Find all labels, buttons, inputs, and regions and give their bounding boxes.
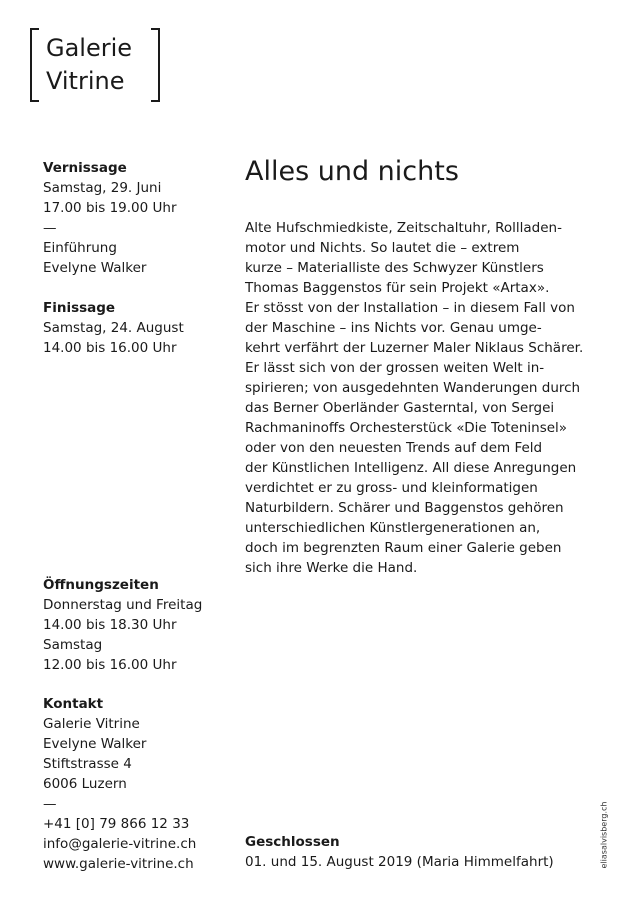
designer-credit — [599, 790, 609, 880]
body-line: unterschiedlichen Künstlergenerationen an, — [245, 520, 541, 536]
contact-heading: Kontakt — [43, 696, 104, 712]
body-line: der Künstlichen Intelligenz. All diese Anregungen — [245, 460, 577, 476]
body-line: Er stösst von der Installation – in diesem Fall von — [245, 300, 575, 316]
vernissage-dash: — — [43, 220, 57, 236]
vernissage-time: 17.00 bis 19.00 Uhr — [43, 200, 177, 216]
opening-hours-block — [43, 575, 202, 675]
body-line: der Maschine – ins Nichts vor. Genau umge- — [245, 320, 542, 336]
contact-line: 6006 Luzern — [43, 776, 127, 792]
finissage-date: Samstag, 24. August — [43, 320, 184, 336]
hours-line: Samstag — [43, 637, 103, 653]
logo-line-1: Galerie — [46, 34, 133, 62]
hours-line: Donnerstag und Freitag — [43, 597, 203, 613]
contact-line: Galerie Vitrine — [43, 716, 140, 732]
opening-hours-heading: Öffnungszeiten — [43, 577, 159, 593]
closed-heading: Geschlossen — [245, 834, 340, 850]
article-title: Alles und nichts — [245, 156, 459, 187]
body-line: motor und Nichts. So lautet die – extrem — [245, 240, 520, 256]
closed-dates: 01. und 15. August 2019 (Maria Himmelfahrt) — [245, 854, 554, 870]
contact-phone: +41 [0] 79 866 12 33 — [43, 816, 190, 832]
hours-line: 14.00 bis 18.30 Uhr — [43, 617, 177, 633]
contact-block — [43, 694, 196, 874]
logo-bracket-right — [151, 28, 160, 102]
body-line: doch im begrenzten Raum einer Galerie geben — [245, 540, 562, 556]
finissage-time: 14.00 bis 16.00 Uhr — [43, 340, 177, 356]
contact-website-link[interactable]: www.galerie-vitrine.ch — [43, 856, 194, 872]
vernissage-heading: Vernissage — [43, 160, 127, 176]
logo-bracket-left — [30, 28, 39, 102]
body-line: Naturbildern. Schärer und Baggenstos gehören — [245, 500, 564, 516]
article-body — [245, 218, 615, 578]
vernissage-block — [43, 158, 177, 278]
contact-line: Stiftstrasse 4 — [43, 756, 132, 772]
hours-line: 12.00 bis 16.00 Uhr — [43, 657, 177, 673]
body-line: sich ihre Werke die Hand. — [245, 560, 418, 576]
logo-line-2: Vitrine — [46, 67, 125, 95]
finissage-block — [43, 298, 184, 358]
body-line: kurze – Materialliste des Schwyzer Künstlers — [245, 260, 544, 276]
contact-line: Evelyne Walker — [43, 736, 147, 752]
introduction-label: Einführung — [43, 240, 117, 256]
contact-dash: — — [43, 796, 57, 812]
contact-email-link[interactable]: info@galerie-vitrine.ch — [43, 836, 197, 852]
body-line: Alte Hufschmiedkiste, Zeitschaltuhr, Rollladen- — [245, 220, 562, 236]
body-line: Er lässt sich von der grossen weiten Welt in- — [245, 360, 545, 376]
closed-block — [245, 832, 554, 872]
body-line: Rachmaninoffs Orchesterstück «Die Toteninsel» — [245, 420, 568, 436]
vernissage-date: Samstag, 29. Juni — [43, 180, 162, 196]
finissage-heading: Finissage — [43, 300, 116, 316]
introduction-speaker: Evelyne Walker — [43, 260, 147, 276]
body-line: das Berner Oberländer Gasterntal, von Sergei — [245, 400, 555, 416]
designer-credit-text: eliasalvisberg.ch — [599, 801, 609, 869]
body-line: oder von den neuesten Trends auf dem Feld — [245, 440, 543, 456]
body-line: spirieren; von ausgedehnten Wanderungen durch — [245, 380, 581, 396]
gallery-logo — [30, 28, 160, 102]
body-line: Thomas Baggenstos für sein Projekt «Artax». — [245, 280, 550, 296]
body-line: kehrt verfährt der Luzerner Maler Niklaus Schärer. — [245, 340, 584, 356]
body-line: verdichtet er zu gross- und kleinformatigen — [245, 480, 538, 496]
